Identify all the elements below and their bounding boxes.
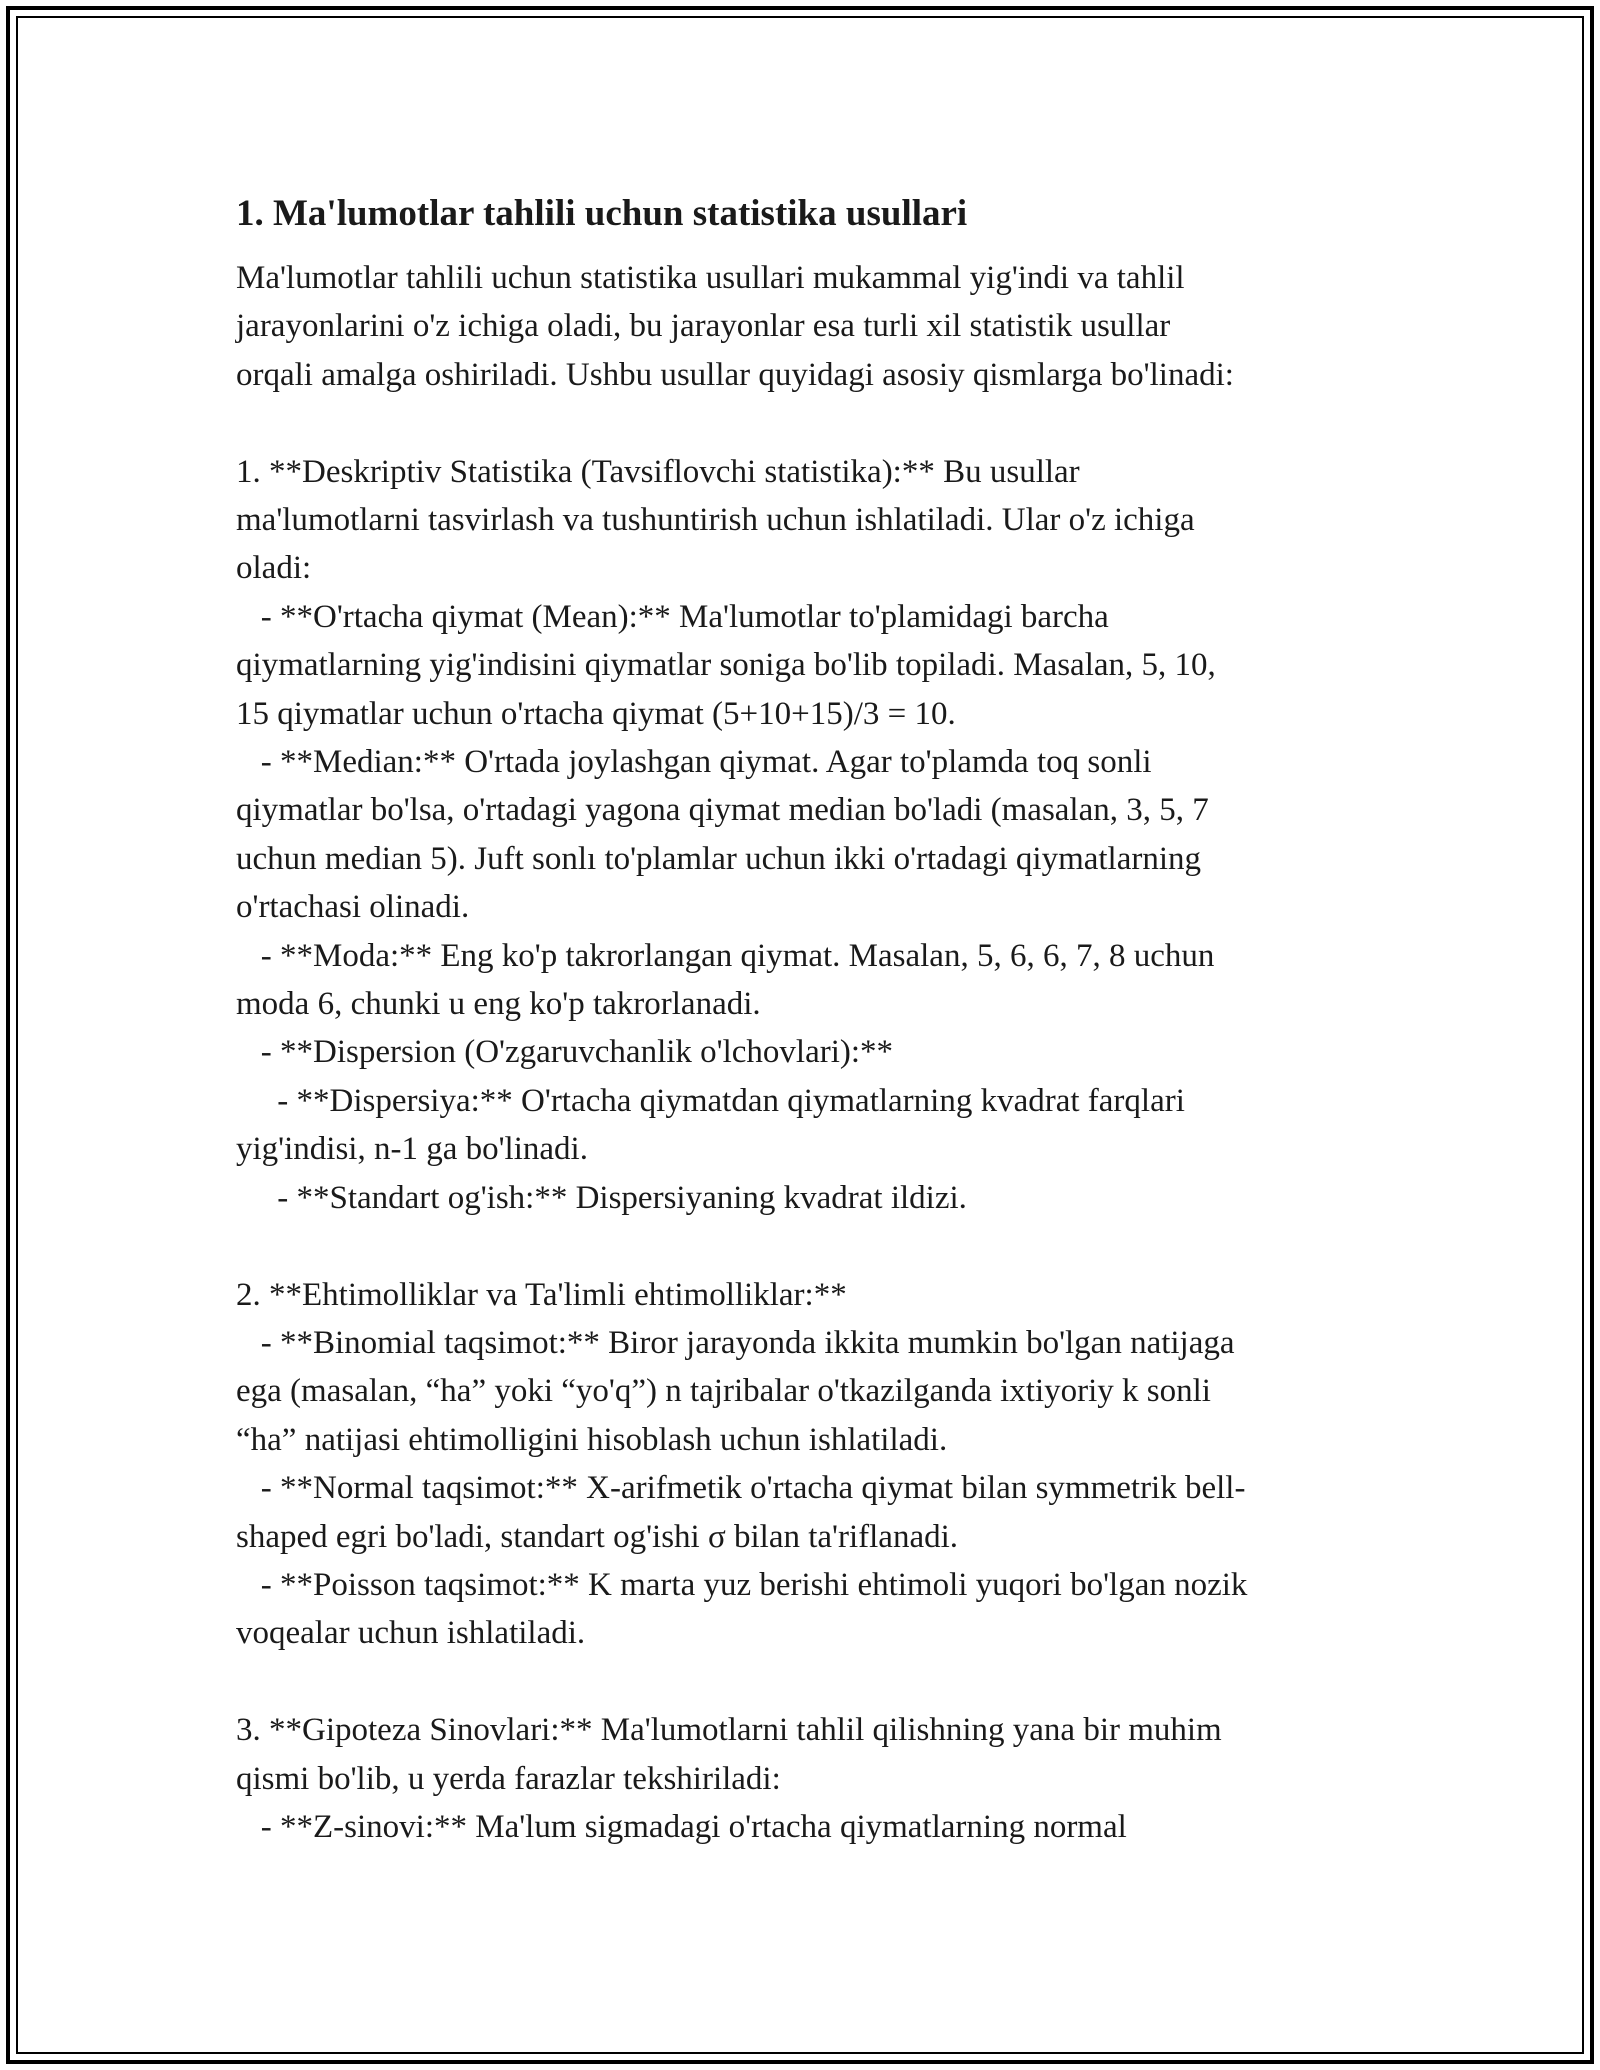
document-body bbox=[236, 186, 1366, 1851]
text-line: ma'lumotlarni tasvirlash va tushuntirish uchun ishlatiladi. Ular o'z ichiga bbox=[236, 502, 1195, 539]
text-line: - **Binomial taqsimot:** Biror jarayonda ikkita mumkin bo'lgan natijaga bbox=[236, 1324, 1235, 1361]
text-line: - **Moda:** Eng ko'p takrorlangan qiymat. Masalan, 5, 6, 6, 7, 8 uchun bbox=[236, 937, 1215, 974]
text-line: - **Poisson taqsimot:** K marta yuz berishi ehtimoli yuqori bo'lgan nozik bbox=[236, 1566, 1248, 1603]
text-line: shaped egri bo'ladi, standart og'ishi σ bilan ta'riflanadi. bbox=[236, 1518, 959, 1555]
text-line: 3. **Gipoteza Sinovlari:** Ma'lumotlarni tahlil qilishning yana bir muhim bbox=[236, 1712, 1222, 1749]
text-line: - **Dispersiya:** O'rtacha qiymatdan qiymatlarning kvadrat farqlari bbox=[236, 1082, 1185, 1119]
text-line: o'rtachasi olinadi. bbox=[236, 889, 470, 926]
text-line: - **O'rtacha qiymat (Mean):** Ma'lumotlar to'plamidagi barcha bbox=[236, 598, 1109, 635]
text-line: ega (masalan, “ha” yoki “yo'q”) n tajribalar o'tkazilganda ixtiyoriy k sonli bbox=[236, 1373, 1211, 1410]
blank-line bbox=[236, 1222, 1366, 1270]
blank-line bbox=[236, 399, 1366, 447]
text-line: - **Z-sinovi:** Ma'lum sigmadagi o'rtacha qiymatlarning normal bbox=[236, 1808, 1127, 1845]
text-line: - **Standart og'ish:** Dispersiyaning kvadrat ildizi. bbox=[236, 1179, 967, 1216]
text-line: qiymatlar bo'lsa, o'rtadagi yagona qiymat median bo'ladi (masalan, 3, 5, 7 bbox=[236, 792, 1209, 829]
text-line: yig'indisi, n-1 ga bo'linadi. bbox=[236, 1131, 588, 1168]
text-line: qismi bo'lib, u yerda farazlar tekshiriladi: bbox=[236, 1760, 781, 1797]
text-line: uchun median 5). Juft sonlı to'plamlar uchun ikki o'rtadagi qiymatlarning bbox=[236, 840, 1202, 877]
text-line: moda 6, chunki u eng ko'p takrorlanadi. bbox=[236, 986, 761, 1023]
text-line: qiymatlarning yig'indisini qiymatlar soniga bo'lib topiladi. Masalan, 5, 10, bbox=[236, 647, 1216, 684]
text-line: - **Dispersion (O'zgaruvchanlik o'lchovlari):** bbox=[236, 1034, 894, 1071]
text-line: 15 qiymatlar uchun o'rtacha qiymat (5+10+15)/3 = 10. bbox=[236, 695, 956, 732]
text-line: orqali amalga oshiriladi. Ushbu usullar quyidagi asosiy qismlarga bo'linadi: bbox=[236, 356, 1234, 393]
text-line: Ma'lumotlar tahlili uchun statistika usullari mukammal yig'indi va tahlil bbox=[236, 260, 1185, 296]
text-line: 1. **Deskriptiv Statistika (Tavsiflovchi statistika):** Bu usullar bbox=[236, 453, 1080, 490]
blank-line bbox=[236, 1658, 1366, 1706]
document-heading: 1. Ma'lumotlar tahlili uchun statistika usullari bbox=[236, 193, 968, 234]
text-line: 2. **Ehtimolliklar va Ta'limli ehtimolliklar:** bbox=[236, 1276, 847, 1313]
text-line: voqealar uchun ishlatiladi. bbox=[236, 1615, 586, 1652]
text-line: oladi: bbox=[236, 550, 312, 587]
text-line: - **Normal taqsimot:** X-arifmetik o'rtacha qiymat bilan symmetrik bell- bbox=[236, 1470, 1246, 1507]
text-line: jarayonlarini o'z ichiga oladi, bu jarayonlar esa turli xil statistik usullar bbox=[236, 308, 1171, 345]
text-line: “ha” natijasi ehtimolligini hisoblash uchun ishlatiladi. bbox=[236, 1421, 948, 1458]
document-text bbox=[236, 254, 1366, 1851]
text-line: - **Median:** O'rtada joylashgan qiymat. Agar to'plamda toq sonli bbox=[236, 744, 1152, 781]
